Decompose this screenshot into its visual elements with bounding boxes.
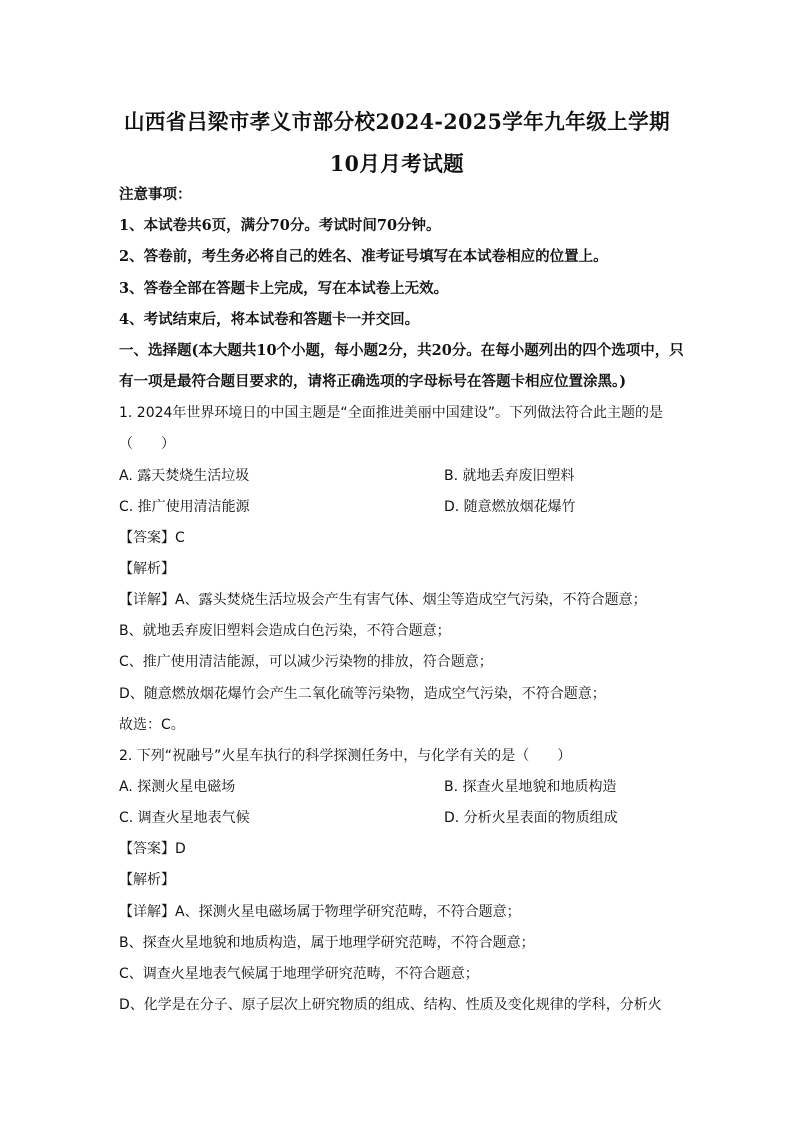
q1-conclusion: 故选：C。 <box>119 717 185 733</box>
section1-instructions-line-2: 有一项是最符合题目要求的，请将正确选项的字母标号在答题卡相应位置涂黑。) <box>119 373 627 390</box>
q1-detail-3: C、推广使用清洁能源，可以减少污染物的排放，符合题意； <box>119 654 493 670</box>
q1-option-c: C. 推广使用清洁能源 <box>119 499 250 515</box>
notes-heading: 注意事项： <box>119 186 192 203</box>
q2-option-d: D. 分析火星表面的物质组成 <box>444 810 618 826</box>
q2-detail-2: B、探查火星地貌和地质构造，属于地理学研究范畴，不符合题意； <box>119 935 535 951</box>
q2-option-b: B. 探查火星地貌和地质构造 <box>444 779 617 795</box>
q1-stem-line-2: （ ） <box>119 436 175 452</box>
q2-detail-4: D、化学是在分子、原子层次上研究物质的组成、结构、性质及变化规律的学科，分析火 <box>119 997 662 1013</box>
note-2: 2、答卷前，考生务必将自己的姓名、准考证号填写在本试卷相应的位置上。 <box>119 248 608 265</box>
note-3: 3、答卷全部在答题卡上完成，写在本试卷上无效。 <box>119 280 449 297</box>
section1-instructions-line-1: 一、选择题(本大题共10个小题，每小题2分，共20分。在每小题列出的四个选项中，只 <box>119 342 684 359</box>
q1-option-b: B. 就地丢弃废旧塑料 <box>444 468 575 484</box>
q1-detail-1: 【详解】A、露头焚烧生活垃圾会产生有害气体、烟尘等造成空气污染，不符合题意； <box>119 592 647 608</box>
q2-stem: 2. 下列“祝融号”火星车执行的科学探测任务中，与化学有关的是（ ） <box>119 748 572 764</box>
q2-option-c: C. 调查火星地表气候 <box>119 810 250 826</box>
title-line-2: 10月月考试题 <box>329 151 465 176</box>
q1-detail-4: D、随意燃放烟花爆竹会产生二氧化硫等污染物，造成空气污染，不符合题意； <box>119 686 606 702</box>
q2-detail-3: C、调查火星地表气候属于地理学研究范畴，不符合题意； <box>119 966 479 982</box>
q2-answer: 【答案】D <box>119 841 186 857</box>
q2-option-a: A. 探测火星电磁场 <box>119 779 236 795</box>
q1-analysis-label: 【解析】 <box>119 561 175 577</box>
q2-detail-1: 【详解】A、探测火星电磁场属于物理学研究范畴，不符合题意； <box>119 904 521 920</box>
title-line-1: 山西省吕梁市孝义市部分校2024-2025学年九年级上学期 <box>123 109 671 134</box>
q1-detail-2: B、就地丢弃废旧塑料会造成白色污染，不符合题意； <box>119 623 451 639</box>
q2-analysis-label: 【解析】 <box>119 872 175 888</box>
q1-option-a: A. 露天焚烧生活垃圾 <box>119 468 250 484</box>
q1-answer: 【答案】C <box>119 530 185 546</box>
note-4: 4、考试结束后，将本试卷和答题卡一并交回。 <box>119 311 420 328</box>
q1-option-d: D. 随意燃放烟花爆竹 <box>444 499 576 515</box>
note-1: 1、本试卷共6页，满分70分。考试时间70分钟。 <box>119 217 441 234</box>
q1-stem-line-1: 1. 2024年世界环境日的中国主题是“全面推进美丽中国建设”。下列做法符合此主题的是 <box>119 405 663 421</box>
